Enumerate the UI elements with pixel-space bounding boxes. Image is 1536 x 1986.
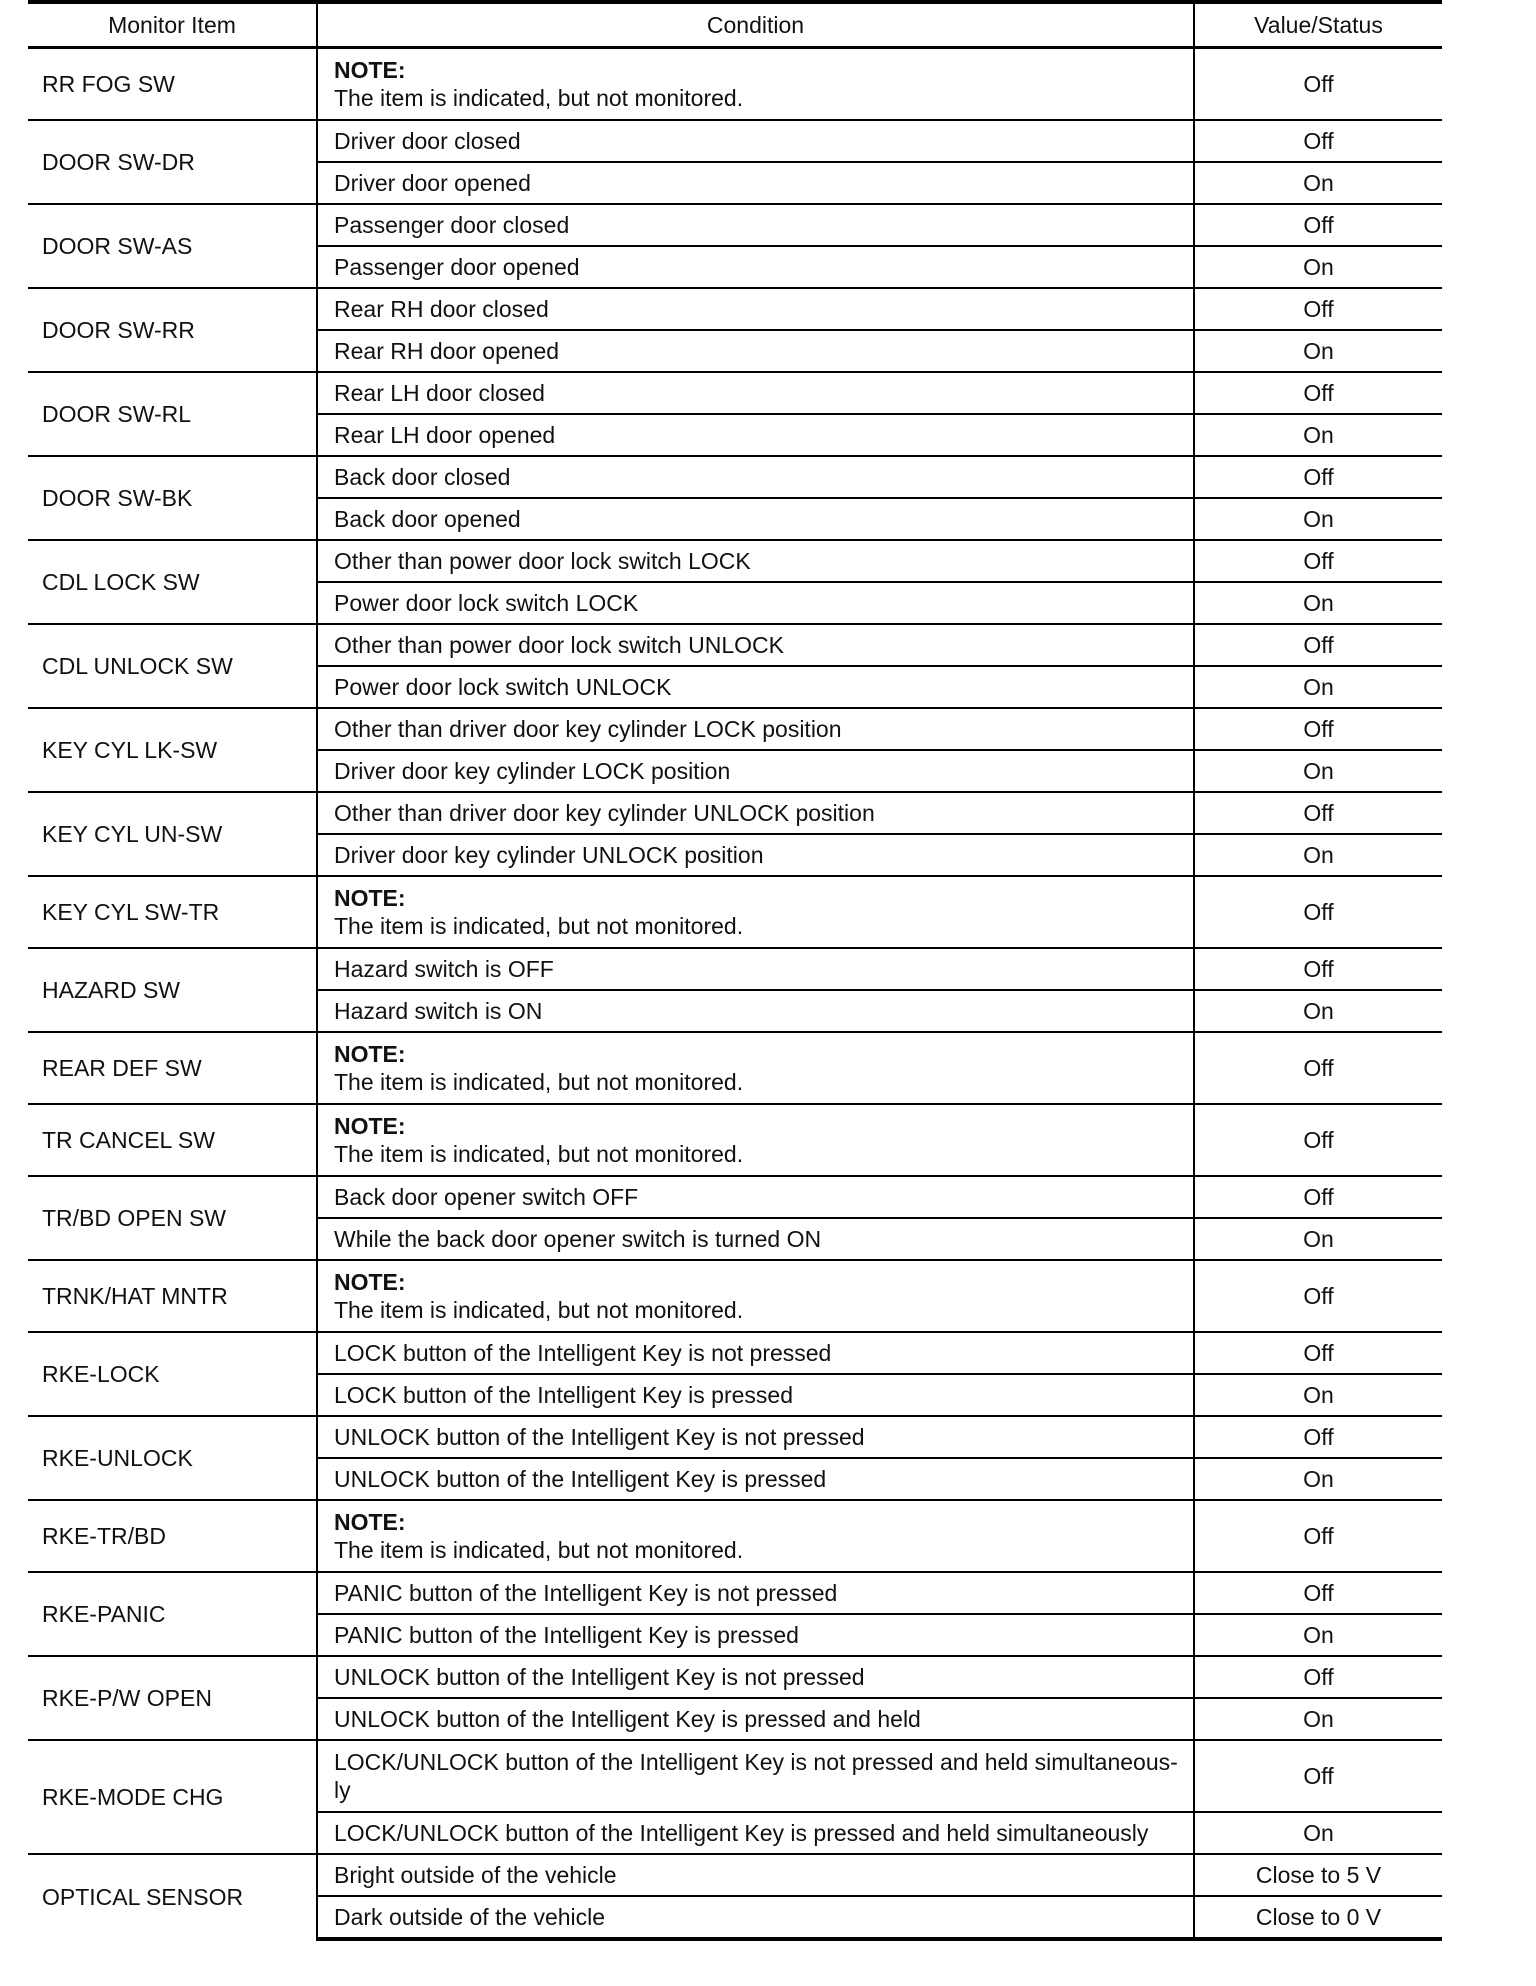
monitor-item-cell: TR/BD OPEN SW [28,1176,317,1260]
value-status-cell: On [1194,246,1442,288]
value-status-cell: On [1194,1812,1442,1854]
value-status-cell: On [1194,990,1442,1032]
note-text: The item is indicated, but not monitored. [334,1537,744,1563]
value-status-cell: On [1194,330,1442,372]
monitor-item-cell: RKE-PANIC [28,1572,317,1656]
table-row [28,1656,1442,1698]
condition-cell: Passenger door opened [317,246,1194,288]
table-row [28,1572,1442,1614]
value-status-cell: Off [1194,1416,1442,1458]
value-status-cell: Off [1194,1104,1442,1176]
table-row [28,1740,1442,1812]
monitor-item-cell: RR FOG SW [28,48,317,121]
condition-cell: PANIC button of the Intelligent Key is pressed [317,1614,1194,1656]
condition-cell: Other than driver door key cylinder LOCK position [317,708,1194,750]
monitor-item-cell: KEY CYL LK-SW [28,708,317,792]
table-row [28,1176,1442,1218]
condition-cell: Passenger door closed [317,204,1194,246]
value-status-cell: Close to 0 V [1194,1896,1442,1939]
value-status-cell: Off [1194,120,1442,162]
value-status-cell: On [1194,1614,1442,1656]
value-status-cell: Close to 5 V [1194,1854,1442,1896]
monitor-item-cell: CDL UNLOCK SW [28,624,317,708]
value-status-cell: Off [1194,624,1442,666]
value-status-cell: Off [1194,288,1442,330]
value-status-cell: Off [1194,1656,1442,1698]
condition-cell: PANIC button of the Intelligent Key is not pressed [317,1572,1194,1614]
condition-cell: Dark outside of the vehicle [317,1896,1194,1939]
monitor-table-page [28,0,1442,1941]
note-text: The item is indicated, but not monitored. [334,85,744,111]
monitor-item-cell: DOOR SW-BK [28,456,317,540]
condition-cell: Power door lock switch LOCK [317,582,1194,624]
value-status-cell: Off [1194,372,1442,414]
value-status-cell: On [1194,582,1442,624]
table-row [28,948,1442,990]
table-row [28,1260,1442,1332]
monitor-item-cell: KEY CYL UN-SW [28,792,317,876]
table-row [28,792,1442,834]
value-status-cell: On [1194,1218,1442,1260]
condition-cell: Other than power door lock switch UNLOCK [317,624,1194,666]
condition-cell [317,1032,1194,1104]
value-status-cell: Off [1194,1176,1442,1218]
table-row [28,288,1442,330]
condition-cell: UNLOCK button of the Intelligent Key is not pressed [317,1656,1194,1698]
table-row [28,1500,1442,1572]
table-row [28,48,1442,121]
table-row [28,1854,1442,1896]
monitor-item-cell: DOOR SW-AS [28,204,317,288]
note-label: NOTE: [334,1509,406,1535]
value-status-cell: Off [1194,204,1442,246]
condition-cell [317,1500,1194,1572]
monitor-item-cell: REAR DEF SW [28,1032,317,1104]
monitor-item-cell: CDL LOCK SW [28,540,317,624]
value-status-cell: Off [1194,1572,1442,1614]
table-row [28,1104,1442,1176]
note-label: NOTE: [334,57,406,83]
value-status-cell: On [1194,1698,1442,1740]
note-text: The item is indicated, but not monitored. [334,913,744,939]
condition-cell [317,48,1194,121]
condition-cell: Bright outside of the vehicle [317,1854,1194,1896]
table-row [28,456,1442,498]
monitor-item-cell: RKE-LOCK [28,1332,317,1416]
condition-cell: LOCK button of the Intelligent Key is pressed [317,1374,1194,1416]
value-status-cell: On [1194,498,1442,540]
condition-cell: LOCK/UNLOCK button of the Intelligent Key is pressed and held simultaneously [317,1812,1194,1854]
value-status-cell: On [1194,1458,1442,1500]
monitor-item-cell: OPTICAL SENSOR [28,1854,317,1939]
value-status-cell: Off [1194,1740,1442,1812]
table-row [28,624,1442,666]
table-row [28,708,1442,750]
value-status-cell: Off [1194,876,1442,948]
condition-cell: Power door lock switch UNLOCK [317,666,1194,708]
condition-cell: Rear RH door opened [317,330,1194,372]
condition-cell [317,876,1194,948]
condition-cell: Back door closed [317,456,1194,498]
condition-cell: While the back door opener switch is turned ON [317,1218,1194,1260]
monitor-item-cell: DOOR SW-RR [28,288,317,372]
note-label: NOTE: [334,1269,406,1295]
value-status-cell: On [1194,414,1442,456]
note-label: NOTE: [334,885,406,911]
table-row [28,876,1442,948]
value-status-cell: On [1194,750,1442,792]
condition-cell: Back door opener switch OFF [317,1176,1194,1218]
note-label: NOTE: [334,1041,406,1067]
value-status-cell: Off [1194,1332,1442,1374]
value-status-cell: Off [1194,1032,1442,1104]
table-header-row [28,2,1442,48]
condition-cell: Driver door closed [317,120,1194,162]
value-status-cell: Off [1194,456,1442,498]
table-row [28,540,1442,582]
value-status-cell: On [1194,834,1442,876]
table-row [28,204,1442,246]
note-text: The item is indicated, but not monitored. [334,1141,744,1167]
header-monitor-item: Monitor Item [28,2,317,48]
condition-cell: Driver door key cylinder LOCK position [317,750,1194,792]
table-body [28,48,1442,1940]
condition-cell: Rear LH door closed [317,372,1194,414]
monitor-item-cell: HAZARD SW [28,948,317,1032]
monitor-item-cell: TR CANCEL SW [28,1104,317,1176]
monitor-item-cell: RKE-MODE CHG [28,1740,317,1854]
value-status-cell: Off [1194,948,1442,990]
value-status-cell: Off [1194,792,1442,834]
condition-cell: Rear RH door closed [317,288,1194,330]
value-status-cell: Off [1194,540,1442,582]
note-label: NOTE: [334,1113,406,1139]
condition-cell: Other than power door lock switch LOCK [317,540,1194,582]
monitor-item-cell: RKE-P/W OPEN [28,1656,317,1740]
condition-cell: Other than driver door key cylinder UNLOCK position [317,792,1194,834]
condition-cell: Driver door key cylinder UNLOCK position [317,834,1194,876]
header-condition: Condition [317,2,1194,48]
value-status-cell: On [1194,1374,1442,1416]
monitor-item-cell: RKE-TR/BD [28,1500,317,1572]
value-status-cell: Off [1194,708,1442,750]
value-status-cell: Off [1194,1260,1442,1332]
value-status-cell: Off [1194,1500,1442,1572]
table-row [28,1416,1442,1458]
condition-cell: Rear LH door opened [317,414,1194,456]
monitor-item-cell: TRNK/HAT MNTR [28,1260,317,1332]
monitor-item-cell: KEY CYL SW-TR [28,876,317,948]
note-text: The item is indicated, but not monitored. [334,1297,744,1323]
value-status-cell: On [1194,162,1442,204]
condition-cell: LOCK button of the Intelligent Key is not pressed [317,1332,1194,1374]
monitor-item-cell: RKE-UNLOCK [28,1416,317,1500]
monitor-item-cell: DOOR SW-DR [28,120,317,204]
condition-cell: Driver door opened [317,162,1194,204]
condition-cell: Back door opened [317,498,1194,540]
monitor-item-cell: DOOR SW-RL [28,372,317,456]
table-row [28,120,1442,162]
condition-cell [317,1104,1194,1176]
condition-cell: UNLOCK button of the Intelligent Key is not pressed [317,1416,1194,1458]
header-value-status: Value/Status [1194,2,1442,48]
monitor-item-table [28,0,1442,1941]
condition-cell: LOCK/UNLOCK button of the Intelligent Key is not pressed and held simultaneous-ly [317,1740,1194,1812]
table-row [28,1332,1442,1374]
table-row [28,1032,1442,1104]
condition-cell [317,1260,1194,1332]
condition-cell: Hazard switch is OFF [317,948,1194,990]
value-status-cell: On [1194,666,1442,708]
table-row [28,372,1442,414]
value-status-cell: Off [1194,48,1442,121]
condition-cell: UNLOCK button of the Intelligent Key is pressed and held [317,1698,1194,1740]
condition-cell: UNLOCK button of the Intelligent Key is pressed [317,1458,1194,1500]
condition-cell: Hazard switch is ON [317,990,1194,1032]
note-text: The item is indicated, but not monitored. [334,1069,744,1095]
